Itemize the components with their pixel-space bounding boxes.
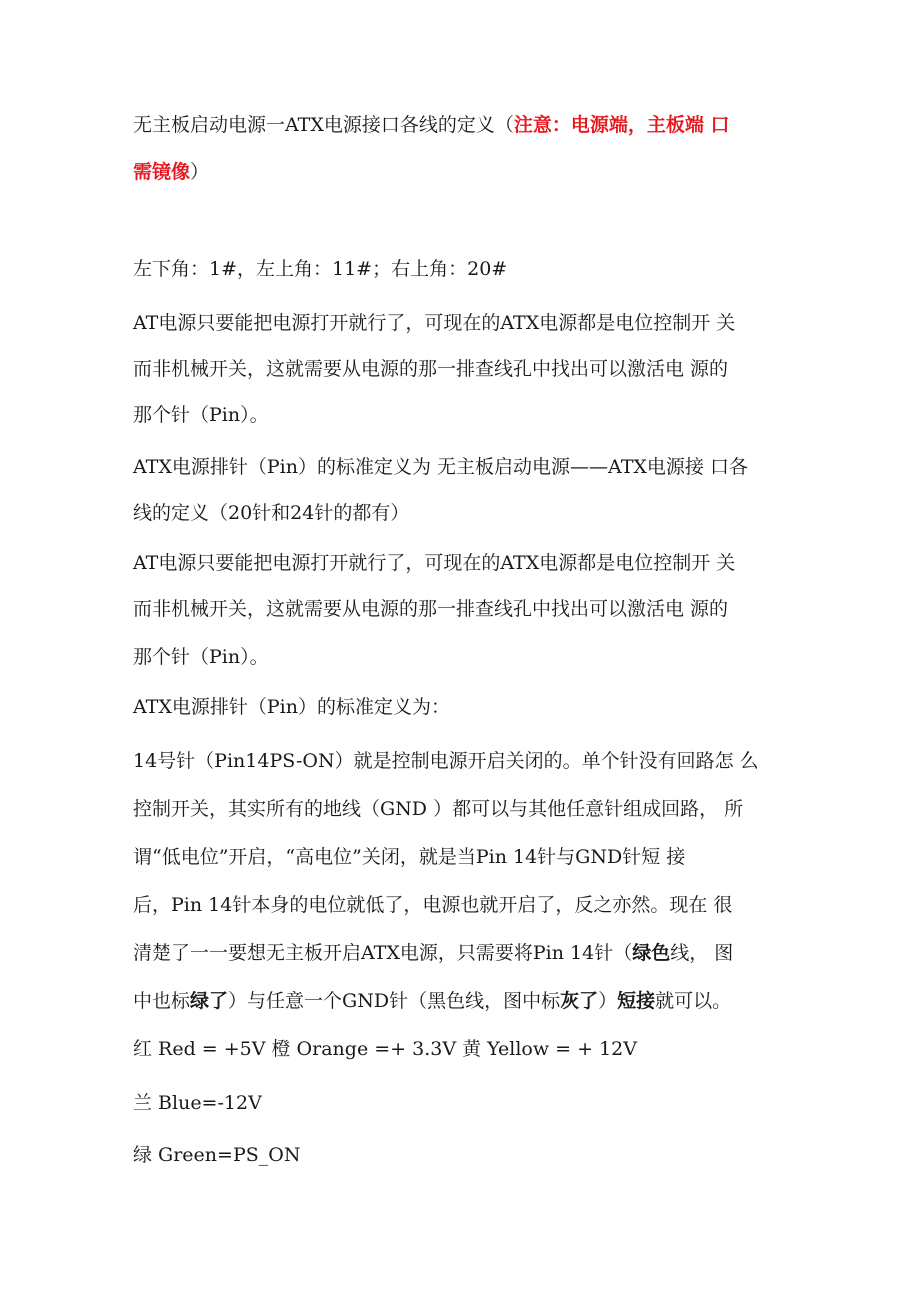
para2-line: ATX电源排针（Pin）的标准定义为 无主板启动电源——ATX电源接 口各 bbox=[133, 456, 748, 478]
color-green-line: 绿 Green=PS_ON bbox=[133, 1144, 301, 1166]
text-run: ） bbox=[598, 990, 618, 1012]
text-run: 线， 图 bbox=[670, 942, 734, 964]
doc-title-cont bbox=[133, 160, 209, 184]
color-blue-line: 兰 Blue=-12V bbox=[133, 1092, 262, 1114]
text-run: 就可以。 bbox=[655, 990, 732, 1012]
text-run: 清楚了一一要想无主板开启ATX电源，只需要将Pin 14针（ bbox=[133, 942, 633, 964]
para3-line: 那个针（Pin）。 bbox=[133, 646, 269, 668]
para5-line: 14号针（Pin14PS-ON）就是控制电源开启关闭的。单个针没有回路怎 么 bbox=[133, 750, 759, 772]
para3-line: AT电源只要能把电源打开就行了，可现在的ATX电源都是电位控制开 关 bbox=[133, 552, 736, 574]
para5-line bbox=[133, 941, 733, 965]
para5-line: 后，Pin 14针本身的电位就低了，电源也就开启了，反之亦然。现在 很 bbox=[133, 894, 733, 916]
doc-title bbox=[133, 113, 730, 137]
para1-line: AT电源只要能把电源打开就行了，可现在的ATX电源都是电位控制开 关 bbox=[133, 312, 736, 334]
bold-run: 短接 bbox=[617, 990, 656, 1012]
para3-line: 而非机械开关，这就需要从电源的那一排查线孔中找出可以激活电 源的 bbox=[133, 598, 729, 620]
para1-line: 那个针（Pin）。 bbox=[133, 404, 269, 426]
bold-run: 绿色 bbox=[632, 942, 671, 964]
para1-line: 而非机械开关，这就需要从电源的那一排查线孔中找出可以激活电 源的 bbox=[133, 358, 729, 380]
title-note-line2: 需镜像 bbox=[133, 161, 191, 183]
title-text: 无主板启动电源一ATX电源接口各线的定义（ bbox=[133, 114, 514, 136]
para5-line: 控制开关，其实所有的地线（GND ）都可以与其他任意针组成回路， 所 bbox=[133, 798, 744, 820]
title-close: ） bbox=[190, 161, 210, 183]
corners-line: 左下角：1#，左上角：11#；右上角：20# bbox=[133, 258, 508, 280]
para5-line bbox=[133, 989, 731, 1013]
text-run: 中也标 bbox=[133, 990, 191, 1012]
para4-line: ATX电源排针（Pin）的标准定义为： bbox=[133, 696, 450, 718]
text-run: ）与任意一个GND针（黑色线，图中标 bbox=[228, 990, 561, 1012]
color-red-line: 红 Red = +5V 橙 Orange =+ 3.3V 黄 Yellow = + 12V bbox=[133, 1038, 637, 1060]
bold-run: 灰了 bbox=[560, 990, 599, 1012]
title-note-line1: 注意：电源端，主板端 口 bbox=[513, 114, 730, 136]
para2-line: 线的定义（20针和24针的都有） bbox=[133, 502, 410, 524]
bold-run: 绿了 bbox=[190, 990, 229, 1012]
para5-line: 谓“低电位”开启，“高电位”关闭，就是当Pin 14针与GND针短 接 bbox=[133, 846, 686, 868]
